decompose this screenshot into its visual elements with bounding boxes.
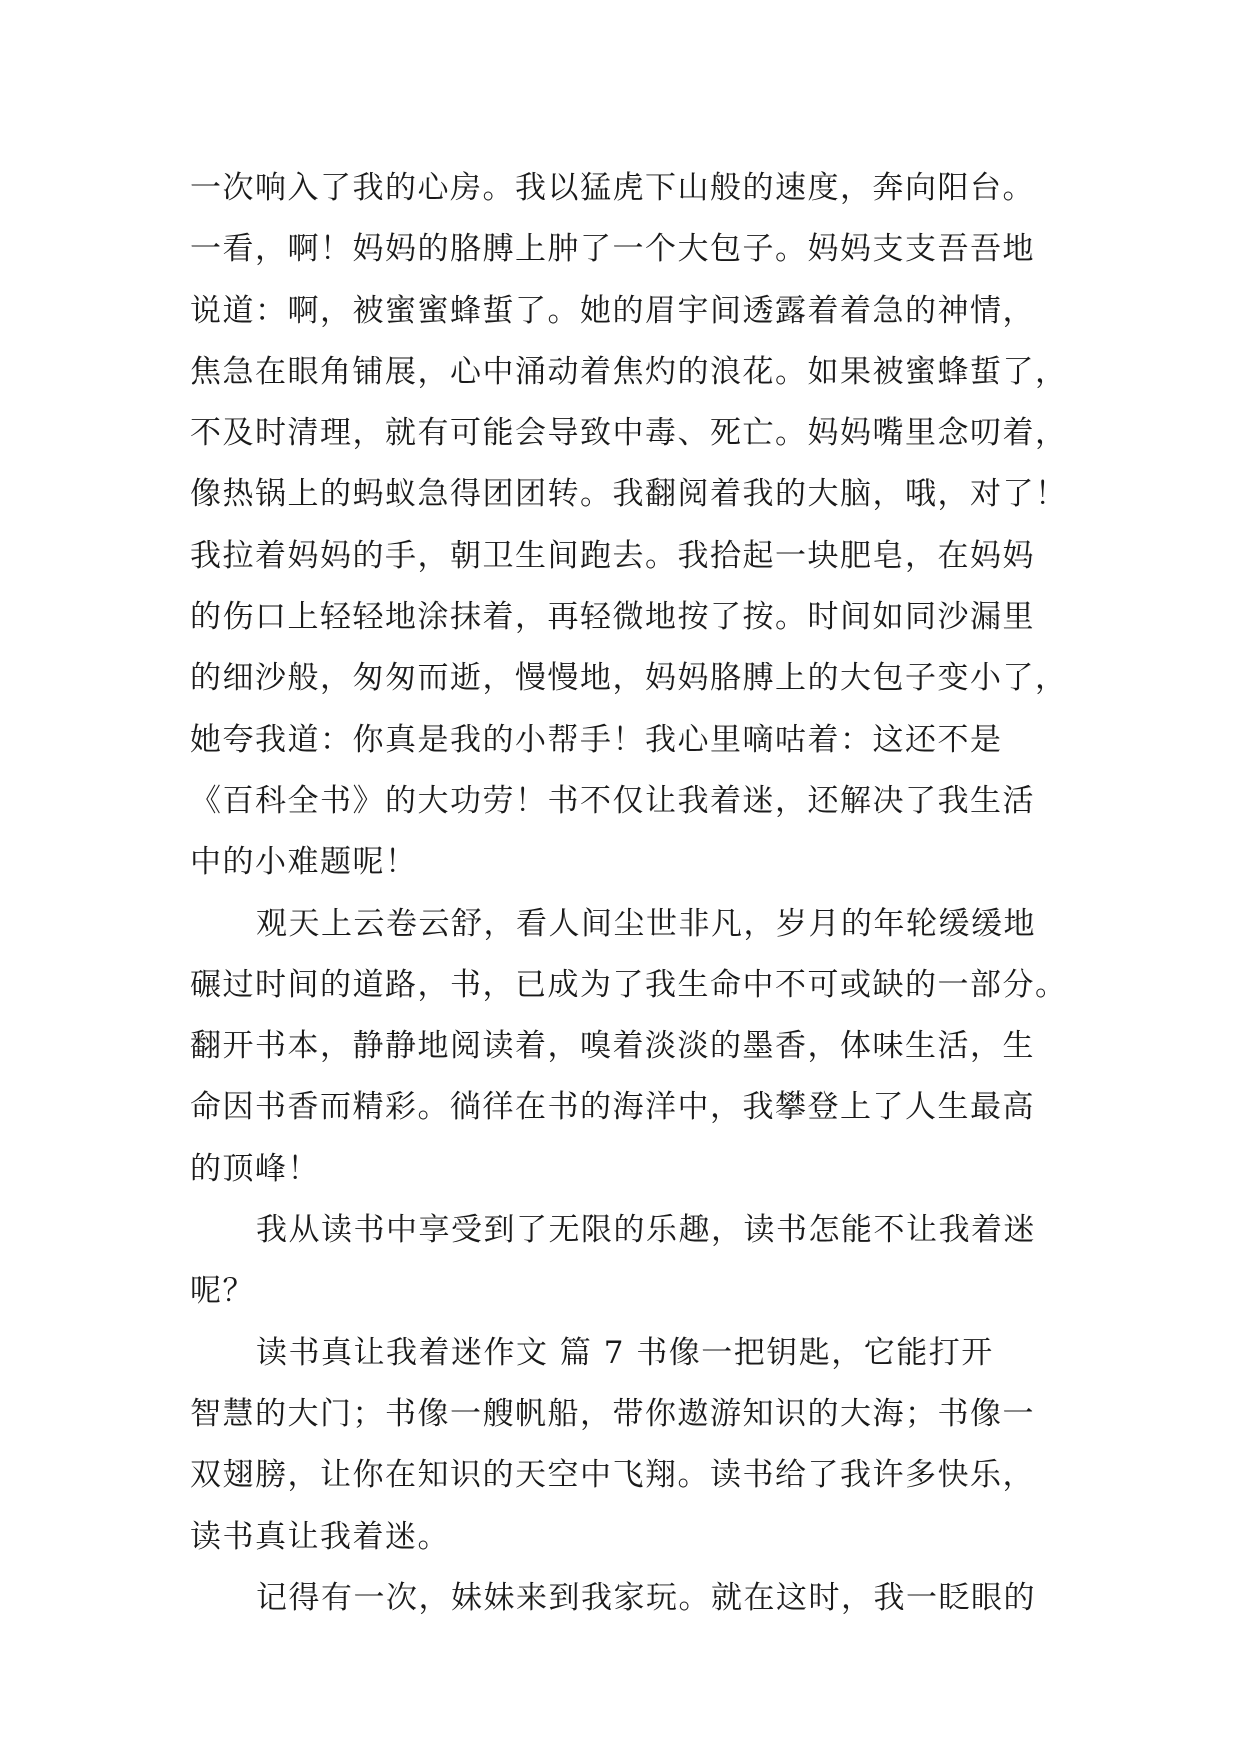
text-line: 一看，啊！妈妈的胳膊上肿了一个大包子。妈妈支支吾吾地 (190, 231, 1035, 268)
paragraph-first-line: 记得有一次，妹妹来到我家玩。就在这时，我一眨眼的 (256, 1579, 1036, 1616)
paragraph-first-line: 观天上云卷云舒，看人间尘世非凡，岁月的年轮缓缓地 (256, 905, 1036, 942)
paragraph-first-line: 读书真让我着迷作文 篇 7 书像一把钥匙，它能打开 (256, 1334, 994, 1371)
text-line: 智慧的大门；书像一艘帆船，带你遨游知识的大海；书像一 (190, 1395, 1035, 1432)
paragraph-first-line: 我从读书中享受到了无限的乐趣，读书怎能不让我着迷 (256, 1212, 1036, 1249)
text-line: 焦急在眼角铺展，心中涌动着焦灼的浪花。如果被蜜蜂蜇了， (190, 353, 1068, 390)
text-line: 《百科全书》的大功劳！书不仅让我着迷，还解决了我生活 (190, 782, 1035, 819)
text-line: 她夸我道：你真是我的小帮手！我心里嘀咕着：这还不是 (190, 721, 1003, 758)
text-line: 不及时清理，就有可能会导致中毒、死亡。妈妈嘴里念叨着， (190, 415, 1068, 452)
essay-body (190, 158, 1070, 1629)
text-line: 一次响入了我的心房。我以猛虎下山般的速度，奔向阳台。 (190, 170, 1035, 206)
text-line: 中的小难题呢！ (190, 844, 418, 881)
text-line: 像热锅上的蚂蚁急得团团转。我翻阅着我的大脑，哦，对了！ (190, 476, 1068, 513)
text-line: 命因书香而精彩。徜徉在书的海洋中，我攀登上了人生最高 (190, 1089, 1035, 1126)
text-line: 的顶峰！ (190, 1150, 320, 1187)
text-line: 碾过时间的道路，书，已成为了我生命中不可或缺的一部分。 (190, 966, 1068, 1003)
text-line: 双翅膀，让你在知识的天空中飞翔。读书给了我许多快乐， (190, 1457, 1035, 1494)
text-line: 的伤口上轻轻地涂抹着，再轻微地按了按。时间如同沙漏里 (190, 599, 1035, 636)
text-line: 呢？ (190, 1273, 255, 1310)
text-line: 的细沙般，匆匆而逝，慢慢地，妈妈胳膊上的大包子变小了， (190, 660, 1068, 697)
text-line: 我拉着妈妈的手，朝卫生间跑去。我拾起一块肥皂，在妈妈 (190, 537, 1035, 574)
text-line: 读书真让我着迷。 (190, 1518, 450, 1555)
text-line: 翻开书本，静静地阅读着，嗅着淡淡的墨香，体味生活，生 (190, 1028, 1035, 1065)
text-line: 说道：啊，被蜜蜜蜂蜇了。她的眉宇间透露着着急的神情， (190, 292, 1035, 329)
